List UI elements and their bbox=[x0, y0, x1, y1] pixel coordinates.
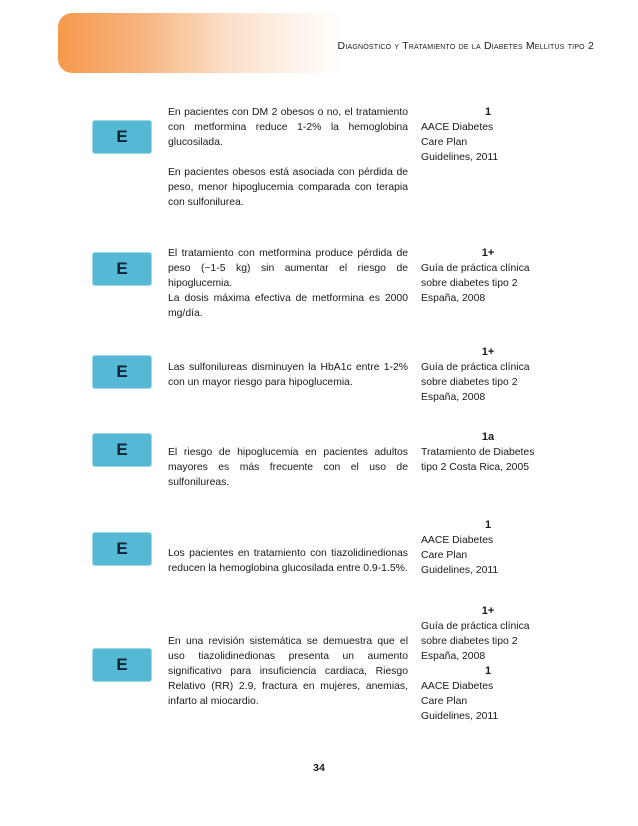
evidence-level: 1a bbox=[481, 431, 495, 443]
evidence-reference bbox=[421, 604, 547, 724]
evidence-badge: E bbox=[93, 434, 151, 466]
evidence-paragraph: El tratamiento con metformina produce pérdida de peso (~1-5 kg) sin aumentar el riesgo de hipoglucemia. bbox=[168, 248, 408, 289]
evidence-text bbox=[168, 445, 408, 490]
evidence-level: 1+ bbox=[481, 346, 495, 358]
reference-source: Guía de práctica clínica sobre diabetes tipo 2 España, 2008 bbox=[421, 263, 530, 304]
page-number: 34 bbox=[313, 762, 325, 774]
evidence-reference bbox=[421, 518, 547, 578]
evidence-reference bbox=[421, 430, 547, 475]
evidence-level: 1 bbox=[484, 106, 492, 118]
evidence-paragraph: La dosis máxima efectiva de metformina es 2000 mg/día. bbox=[168, 293, 408, 319]
reference-source: Guía de práctica clínica sobre diabetes tipo 2 España, 2008 bbox=[421, 621, 530, 662]
evidence-paragraph: Los pacientes en tratamiento con tiazolidinedionas reducen la hemoglobina glucosilada entre 0.9-1.5%. bbox=[168, 548, 408, 574]
evidence-level: 1 bbox=[484, 519, 492, 531]
evidence-text bbox=[168, 246, 408, 321]
evidence-level: 1 bbox=[484, 665, 492, 677]
evidence-badge: E bbox=[93, 253, 151, 285]
evidence-paragraph: En pacientes obesos está asociada con pérdida de peso, menor hipoglucemia comparada con terapia con sulfonilurea. bbox=[168, 167, 408, 208]
evidence-paragraph: El riesgo de hipoglucemia en pacientes adultos mayores es más frecuente con el uso de sulfonilureas. bbox=[168, 447, 408, 488]
reference-source: AACE Diabetes Care Plan Guidelines, 2011 bbox=[421, 122, 499, 163]
evidence-badge: E bbox=[93, 121, 151, 153]
evidence-text bbox=[168, 634, 408, 709]
evidence-text bbox=[168, 546, 408, 576]
reference-source: Tratamiento de Diabetes tipo 2 Costa Rica, 2005 bbox=[421, 447, 535, 473]
evidence-text bbox=[168, 105, 408, 210]
evidence-badge: E bbox=[93, 356, 151, 388]
evidence-level: 1+ bbox=[481, 605, 495, 617]
evidence-paragraph: En pacientes con DM 2 obesos o no, el tratamiento con metformina reduce 1-2% la hemoglobina glucosilada. bbox=[168, 107, 408, 148]
evidence-level: 1+ bbox=[481, 247, 495, 259]
evidence-reference bbox=[421, 345, 547, 405]
evidence-paragraph: En una revisión sistemática se demuestra que el uso tiazolidinedionas presenta un aumento significativo para insuficiencia cardiaca, Riesgo Relativo (RR) 2.9, fractura en mujeres, anemias, infarto al miocardio. bbox=[168, 636, 408, 707]
reference-source: AACE Diabetes Care Plan Guidelines, 2011 bbox=[421, 681, 499, 722]
running-header-title: Diagnóstico y Tratamiento de la Diabetes Mellitus tipo 2 bbox=[337, 40, 594, 52]
evidence-reference bbox=[421, 246, 547, 306]
evidence-badge: E bbox=[93, 533, 151, 565]
reference-source: Guía de práctica clínica sobre diabetes tipo 2 España, 2008 bbox=[421, 362, 530, 403]
evidence-badge: E bbox=[93, 649, 151, 681]
evidence-text bbox=[168, 360, 408, 390]
evidence-paragraph: Las sulfonilureas disminuyen la HbA1c entre 1-2% con un mayor riesgo para hipoglucemia. bbox=[168, 362, 408, 388]
reference-source: AACE Diabetes Care Plan Guidelines, 2011 bbox=[421, 535, 499, 576]
evidence-reference bbox=[421, 105, 547, 165]
